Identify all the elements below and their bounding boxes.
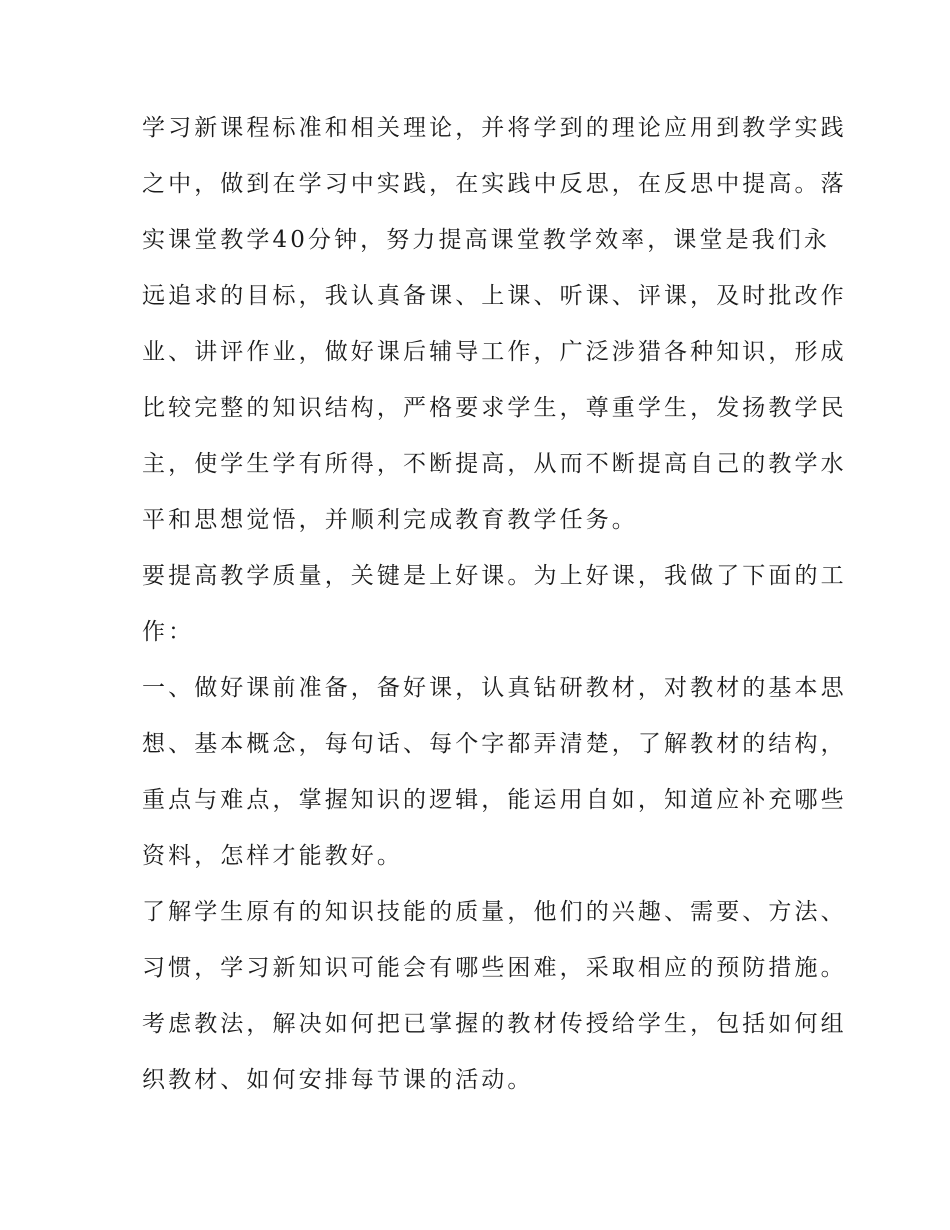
text-line: 作： [142,619,195,645]
text-line: 比较完整的知识结构，严格要求学生，尊重学生，发扬教学民 [142,395,847,421]
text-line: 考虑教法，解决如何把已掌握的教材传授给学生，包括如何组 [142,1011,847,1037]
text-line: 业、讲评作业，做好课后辅导工作，广泛涉猎各种知识，形成 [142,339,847,365]
text-line: 实课堂教学40分钟，努力提高课堂教学效率，课堂是我们永 [142,227,830,253]
text-line: 主，使学生学有所得，不断提高，从而不断提高自己的教学水 [142,451,847,477]
text-line: 学习新课程标准和相关理论，并将学到的理论应用到教学实践 [142,115,847,141]
text-line: 要提高教学质量，关键是上好课。为上好课，我做了下面的工 [142,563,847,589]
text-line: 平和思想觉悟，并顺利完成教育教学任务。 [142,507,638,533]
text-line: 一、做好课前准备，备好课，认真钻研教材，对教材的基本思 [142,675,847,701]
text-line: 远追求的目标，我认真备课、上课、听课、评课，及时批改作 [142,283,847,309]
text-line: 织教材、如何安排每节课的活动。 [142,1067,534,1093]
text-line: 想、基本概念，每句话、每个字都弄清楚，了解教材的结构， [142,731,847,757]
text-line: 习惯，学习新知识可能会有哪些困难，采取相应的预防措施。 [142,955,847,981]
text-line: 了解学生原有的知识技能的质量，他们的兴趣、需要、方法、 [142,899,847,925]
text-line: 重点与难点，掌握知识的逻辑，能运用自如，知道应补充哪些 [142,787,847,813]
text-line: 之中，做到在学习中实践，在实践中反思，在反思中提高。落 [142,171,847,197]
text-line: 资料，怎样才能教好。 [142,843,403,869]
